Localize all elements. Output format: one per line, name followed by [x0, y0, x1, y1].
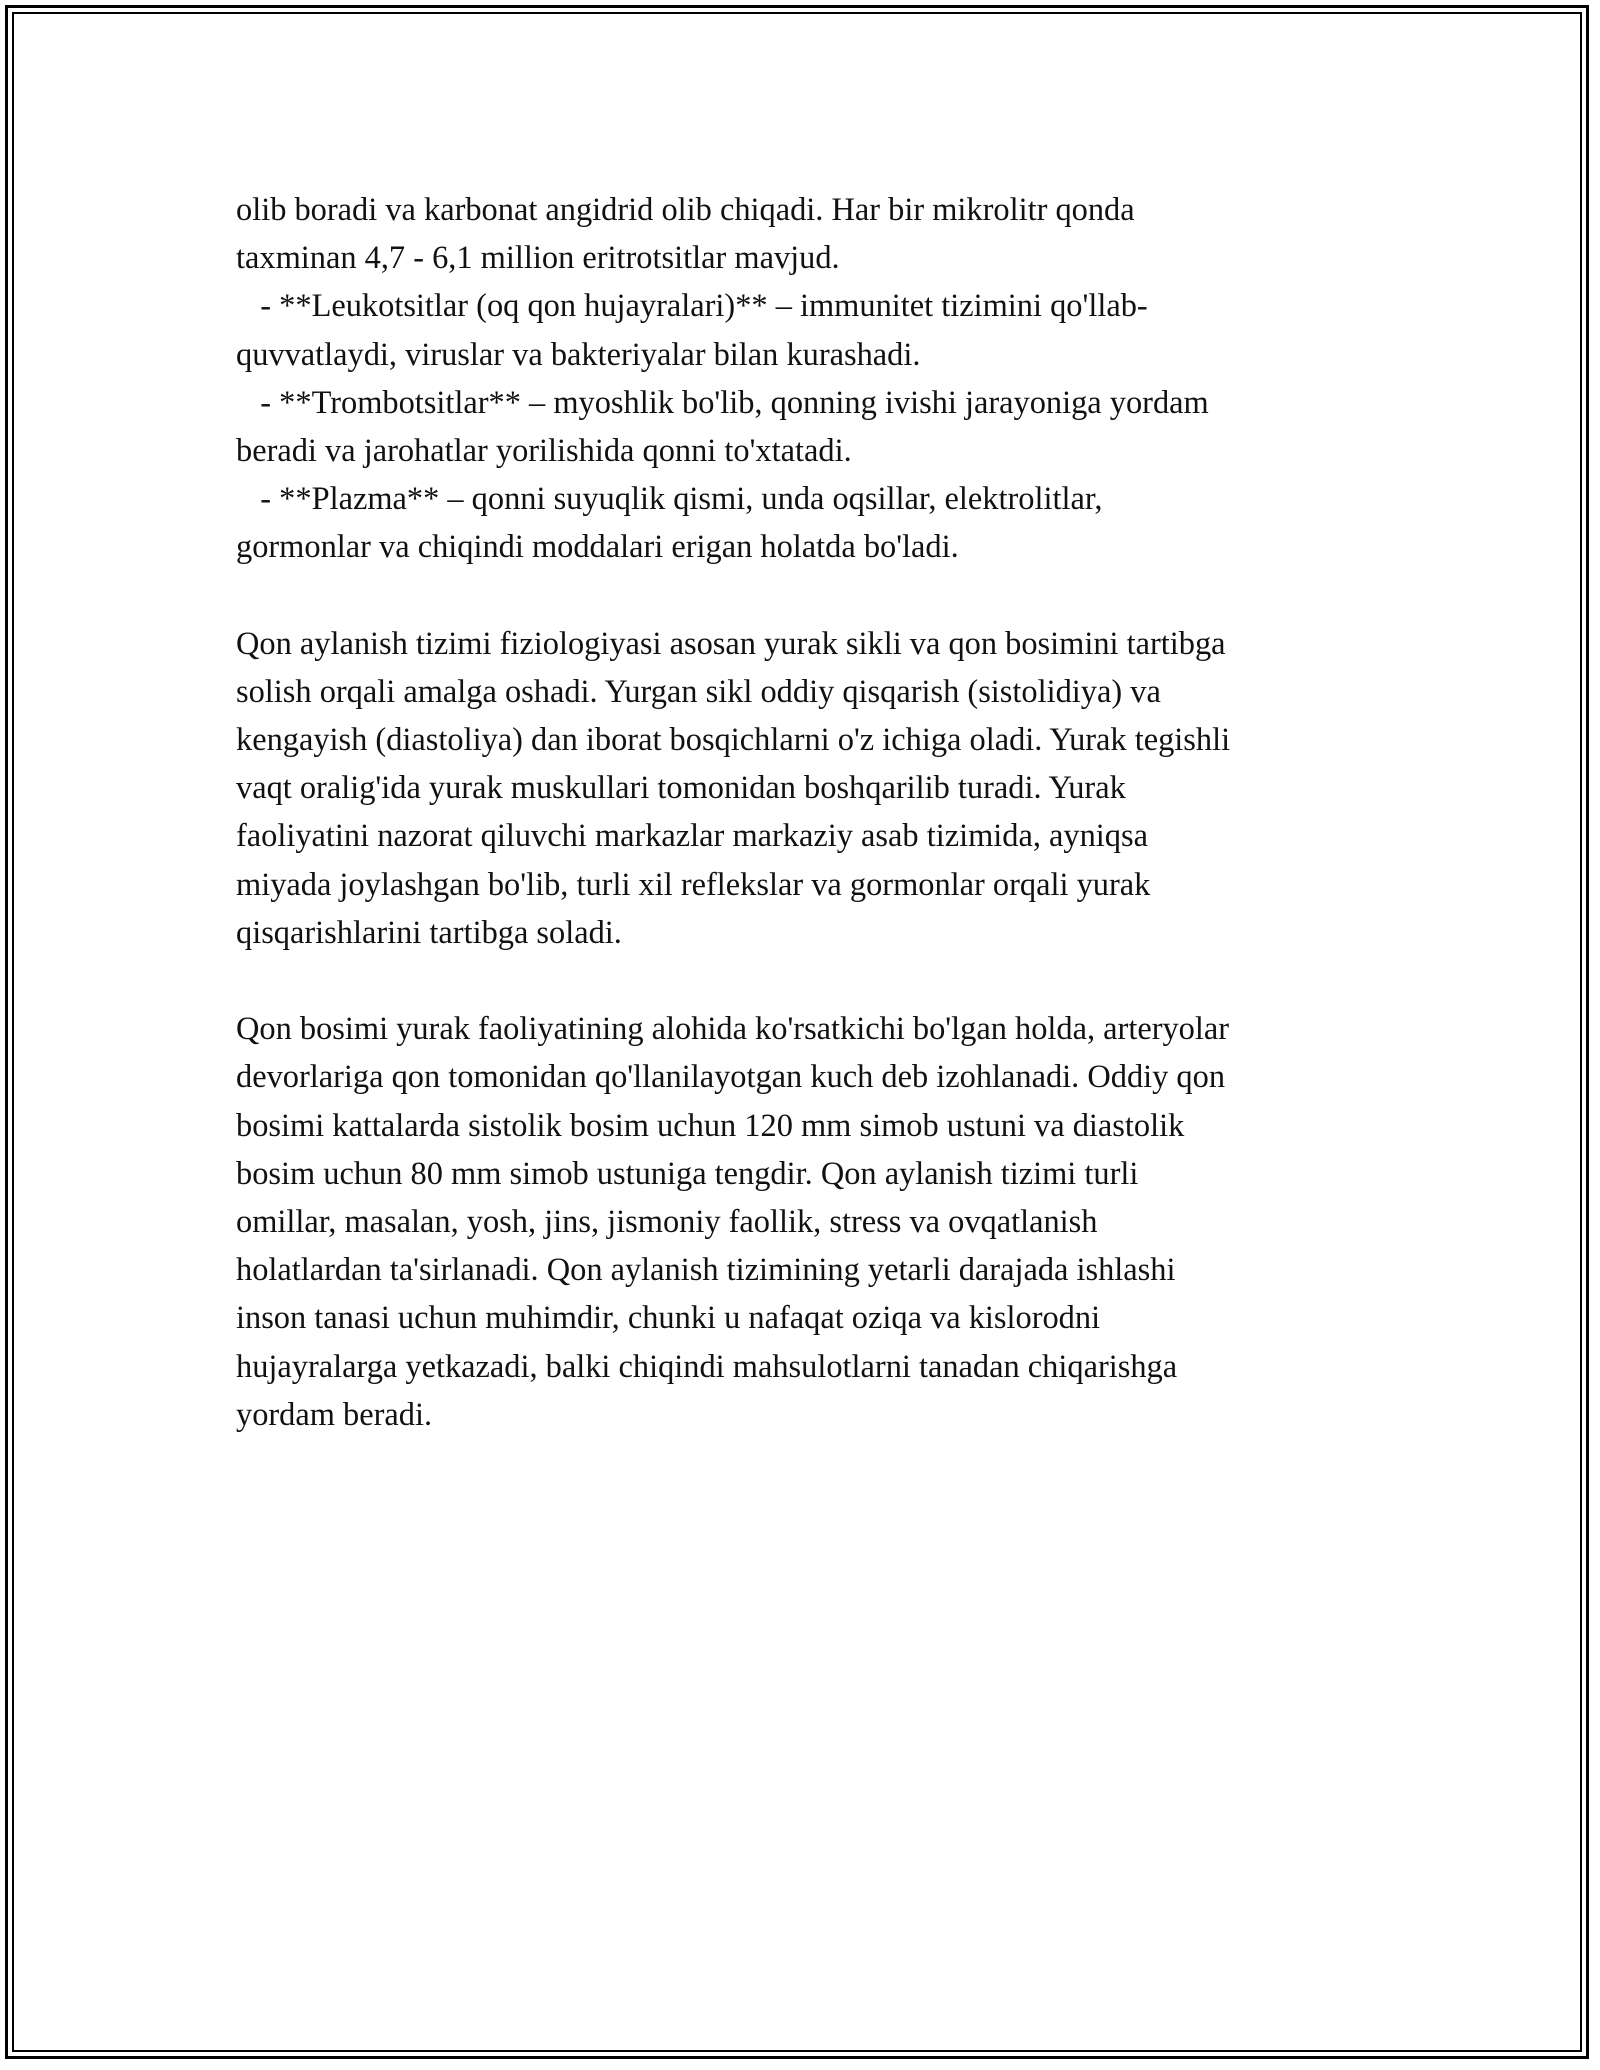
text-line: bosim uchun 80 mm simob ustuniga tengdir. Qon aylanish tizimi turli — [236, 1155, 1139, 1192]
document-body — [236, 186, 1384, 1439]
text-line: Qon aylanish tizimi fiziologiyasi asosan yurak sikli va qon bosimini tartibga — [236, 625, 1226, 662]
text-line: kengayish (diastoliya) dan iborat bosqichlarni o'z ichiga oladi. Yurak tegishli — [236, 722, 1231, 759]
text-line: quvvatlaydi, viruslar va bakteriyalar bilan kurashadi. — [236, 336, 921, 373]
text-line: solish orqali amalga oshadi. Yurgan sikl oddiy qisqarish (sistolidiya) va — [236, 673, 1161, 710]
text-line: vaqt oralig'ida yurak muskullari tomonidan boshqarilib turadi. Yurak — [236, 770, 1126, 807]
text-line: olib boradi va karbonat angidrid olib chiqadi. Har bir mikrolitr qonda — [236, 192, 1135, 228]
paragraph-spacer — [236, 572, 1384, 620]
list-item-leukocytes: - **Leukotsitlar (oq qon hujayralari)** – immunitet tizimini qo'llab- — [236, 288, 1148, 325]
text-line: Qon bosimi yurak faoliyatining alohida ko'rsatkichi bo'lgan holda, arteryolar — [236, 1011, 1230, 1048]
text-line: gormonlar va chiqindi moddalari erigan holatda bo'ladi. — [236, 529, 959, 566]
text-line: hujayralarga yetkazadi, balki chiqindi mahsulotlarni tanadan chiqarishga — [236, 1348, 1178, 1385]
paragraph-blood-pressure — [236, 1005, 1384, 1439]
text-line: faoliyatini nazorat qiluvchi markazlar markaziy asab tizimida, ayniqsa — [236, 818, 1148, 855]
paragraph-circulation-physiology — [236, 620, 1384, 957]
text-line: yordam beradi. — [236, 1396, 433, 1433]
text-line: taxminan 4,7 - 6,1 million eritrotsitlar mavjud. — [236, 240, 840, 277]
text-line: devorlariga qon tomonidan qo'llanilayotgan kuch deb izohlanadi. Oddiy qon — [236, 1059, 1226, 1096]
list-item-plasma: - **Plazma** – qonni suyuqlik qismi, unda oqsillar, elektrolitlar, — [236, 481, 1103, 518]
text-line: beradi va jarohatlar yorilishida qonni to'xtatadi. — [236, 432, 852, 469]
text-line: miyada joylashgan bo'lib, turli xil reflekslar va gormonlar orqali yurak — [236, 866, 1151, 903]
text-line: qisqarishlarini tartibga soladi. — [236, 914, 622, 951]
text-line: bosimi kattalarda sistolik bosim uchun 120 mm simob ustuni va diastolik — [236, 1107, 1185, 1144]
paragraph-blood-components — [236, 186, 1384, 572]
paragraph-spacer — [236, 957, 1384, 1005]
text-line: holatlardan ta'sirlanadi. Qon aylanish tizimining yetarli darajada ishlashi — [236, 1252, 1176, 1289]
text-line: inson tanasi uchun muhimdir, chunki u nafaqat oziqa va kislorodni — [236, 1300, 1101, 1337]
list-item-thrombocytes: - **Trombotsitlar** – myoshlik bo'lib, qonning ivishi jarayoniga yordam — [236, 384, 1209, 421]
text-line: omillar, masalan, yosh, jins, jismoniy faollik, stress va ovqatlanish — [236, 1203, 1098, 1240]
